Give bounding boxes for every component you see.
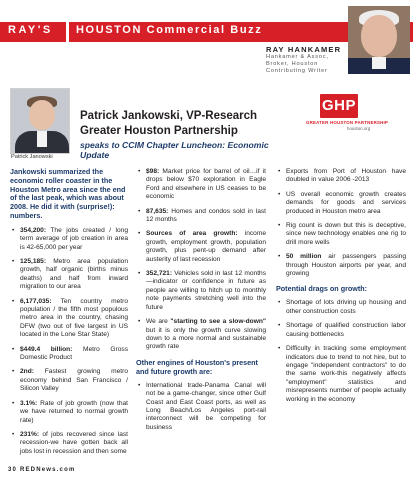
section-heading: Other engines of Houston's present and future growth are: xyxy=(136,357,258,376)
author-photo xyxy=(348,6,410,74)
list-item: • 50 million air passengers passing through Houston airports per year, and growing xyxy=(276,253,406,278)
list-item: • 6,177,035: Ten country metro population / the fifth most populous metro area in the country, chasing DFW (two out of five largest in US located in the Lone Star State) xyxy=(10,298,128,340)
author-name: RAY HANKAMER xyxy=(266,45,342,54)
author-byline xyxy=(266,46,341,75)
column-2 xyxy=(136,168,266,438)
subject-photo xyxy=(10,88,70,154)
section-heading: Potential drags on growth: xyxy=(276,284,368,294)
ghp-name: GREATER HOUSTON PARTNERSHIP xyxy=(306,120,388,125)
list-item: • We are "starting to see a slow-down" but it is only the growth curve slowing down to a more normal and sustainable growth rate xyxy=(136,318,266,352)
list-item: • Shortage of qualified construction labor causing bottlenecks xyxy=(276,322,406,339)
list-item: • 125,185: Metro area population growth, half organic (births minus deaths) and half from inward migration to our area xyxy=(10,258,128,292)
photo-caption: Patrick Janowski xyxy=(11,154,53,160)
ghp-logo xyxy=(306,94,410,131)
list-item: • Difficulty in tracking some employment indicators due to trend to not hire, but to engage "independent contractors" to do the same work-this negatively affects "employment" statistics and misrepresents number of people actually working in the economy xyxy=(276,345,406,404)
ghp-badge: GHP xyxy=(320,94,358,118)
list-item: • 87,635: Homes and condos sold in last 12 months xyxy=(136,208,266,225)
column-1 xyxy=(10,168,128,462)
masthead-title: HOUSTON Commercial Buzz xyxy=(76,24,263,36)
masthead-brand: RAY'S xyxy=(8,24,53,36)
author-company: Hankamer & Assoc, xyxy=(266,54,329,60)
list-item: • 2nd: Fastest growing metro economy behind San Francisco / Silicon Valley xyxy=(10,368,128,393)
list-item: • 3.1%: Rate of job growth (now that we have returned to normal growth rate) xyxy=(10,400,128,425)
list-item: • Exports from Port of Houston have doubled in value 2006 -2013 xyxy=(276,168,406,185)
headline-line-2: Greater Houston Partnership xyxy=(80,125,238,137)
page-folio: 30 REDNews.com xyxy=(8,467,76,473)
article-subheadline: speaks to CCIM Chapter Luncheon: Economic Update xyxy=(80,140,269,160)
list-item: • $98: Market price for barrel of oil…if it drops below $70 exploration in Eagle Ford and elsewhere in US ceases to be economic xyxy=(136,168,266,202)
column-3 xyxy=(276,168,406,410)
list-item: • $449.4 billion: Metro Gross Domestic Product xyxy=(10,346,128,363)
list-item: • 354,200: The jobs created / long term average of job creation in area is 42-65,000 per year xyxy=(10,227,128,252)
list-item: • Rig count is down but this is deceptive, since new technology enables one rig to drill more wells xyxy=(276,222,406,247)
list-item: • Sources of area growth: income growth, employment growth, population growth, plus pent-up demand after austerity of last recession xyxy=(136,230,266,264)
list-item: • 352,721: Vehicles sold in last 12 months—indicator or confidence in future as people are willing to hitch up to monthly note payments stretching well into the future xyxy=(136,270,266,312)
headline-line-1: Patrick Jankowski, VP-Research xyxy=(80,110,258,122)
masthead-divider xyxy=(66,22,69,42)
article-headline xyxy=(80,109,300,160)
ghp-url: houston.org xyxy=(347,126,371,131)
list-item: • US overall economic growth creates demands for goods and services produced in Houston metro area xyxy=(276,191,406,216)
masthead xyxy=(0,0,413,72)
author-title: Contributing Writer xyxy=(266,68,328,74)
list-item: • Shortage of lots driving up housing and other construction costs xyxy=(276,299,406,316)
list-item: • International trade-Panama Canal will not be a game-changer, since other Gulf Coast and East Coast ports, as well as Long Beach/Los Angeles port-rail interconnect will be competing for business xyxy=(136,382,266,432)
list-item: • 231%: of jobs recovered since last recession-we have gotten back all jobs lost in recession and then some xyxy=(10,431,128,456)
author-role: Broker, Houston xyxy=(266,61,319,67)
article-intro: Jankowski summarized the economic roller coaster in the Houston Metro area since the end of the last peak, which was about 2008. He did it with (surprise!): numbers. xyxy=(10,167,126,220)
